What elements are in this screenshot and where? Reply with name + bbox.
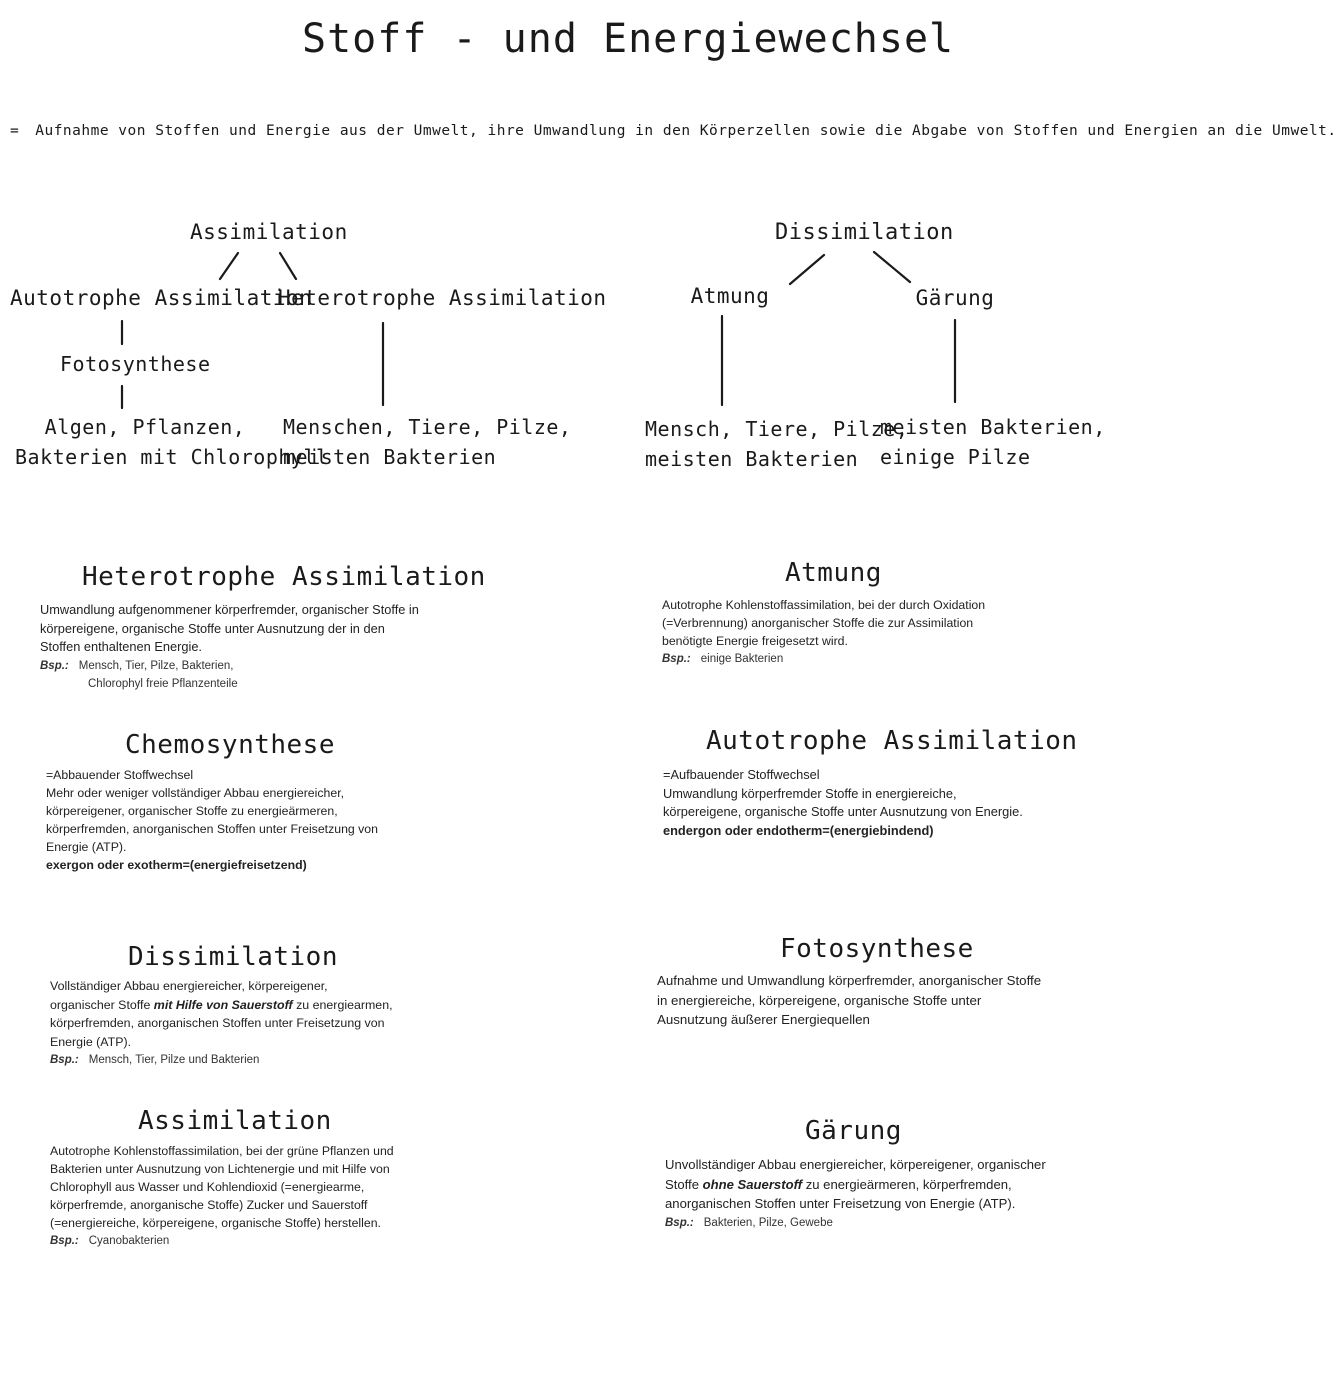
card-auto-line1: =Aufbauender Stoffwechsel: [663, 767, 820, 782]
card-chemo-line1: =Abbauender Stoffwechsel: [46, 768, 194, 782]
card-hetero-example: [40, 657, 425, 676]
tree-right-leaf-atmung: [645, 414, 909, 474]
card-chemo-title: Chemosynthese: [125, 730, 335, 760]
card-foto-body: Aufnahme und Umwandlung körperfremder, anorganischer Stoffe in energiereiche, körpereigene, organische Stoffe unter Ausnutzung äußerer Energiequellen: [657, 973, 1042, 1027]
card-hetero-example-2: Chlorophyl freie Pflanzenteile: [88, 678, 238, 690]
example-label: Bsp.:: [50, 1054, 79, 1066]
card-chemo-bold: exergon oder exotherm=(energiefreisetzend): [46, 858, 307, 872]
card-gaerung-title: Gärung: [805, 1116, 902, 1146]
card-chemo: [46, 766, 406, 874]
card-chemo-body: Mehr oder weniger vollständiger Abbau energiereicher, körpereigener, organischer Stoffe zu energieärmeren, körperfremden, anorganischen Stoffen unter Freisetzung von Energie (ATP).: [46, 786, 378, 854]
example-text: einige Bakterien: [700, 653, 784, 665]
example-text: Cyanobakterien: [88, 1235, 170, 1247]
body-highlight: ohne Sauerstoff: [702, 1176, 803, 1192]
tree-left-autotrophe: Autotrophe Assimilation: [10, 286, 313, 310]
card-assim: [50, 1142, 435, 1250]
card-auto-bold: endergon oder endotherm=(energiebindend): [663, 822, 934, 838]
tree-left-fotosynthese: Fotosynthese: [60, 352, 211, 376]
card-dissim-title: Dissimilation: [128, 942, 338, 972]
card-dissim-body: [50, 977, 395, 1051]
leaf-line: meisten Bakterien: [645, 447, 859, 471]
example-text: Bakterien, Pilze, Gewebe: [703, 1216, 833, 1229]
body-part: zu energieärmeren, körperfremden, anorganischen Stoffen unter Freisetzung von Energie (ATP).: [665, 1176, 1016, 1211]
example-text: Mensch, Tier, Pilze, Bakterien,: [78, 659, 234, 672]
tree-left-root: Assimilation: [190, 220, 348, 244]
card-atmung-body: Autotrophe Kohlenstoffassimilation, bei der durch Oxidation (=Verbrennung) anorganischer Stoffe die zur Assimilation benötigte Energie freigesetzt wird.: [662, 598, 986, 648]
tree-right-leaf-gaerung: [880, 412, 1106, 472]
card-hetero-title: Heterotrophe Assimilation: [82, 562, 486, 592]
definition-text: Aufnahme von Stoffen und Energie aus der Umwelt, ihre Umwandlung in den Körperzellen sowie die Abgabe von Stoffen und Energien an die Umwelt.: [35, 123, 1337, 139]
card-auto-title: Autotrophe Assimilation: [706, 726, 1078, 756]
definition-prefix: =: [10, 123, 20, 139]
card-assim-title: Assimilation: [138, 1106, 332, 1136]
card-assim-body: Autotrophe Kohlenstoffassimilation, bei der grüne Pflanzen und Bakterien unter Ausnutzung von Lichtenergie und mit Hilfe von Chlorophyll aus Wasser und Kohlendioxid (=energiearme, körperfremde, anorganische Stoffe) Zucker und Sauerstoff (=energiereiche, körpereigene, organische Stoffe) herstellen.: [50, 1144, 394, 1230]
card-atmung-example: [662, 650, 1007, 668]
tree-right-atmung: Atmung: [690, 284, 770, 308]
card-atmung: [662, 596, 1007, 668]
card-foto-title: Fotosynthese: [780, 934, 974, 964]
example-label: Bsp.:: [665, 1216, 694, 1229]
tree-right-gaerung: Gärung: [915, 286, 995, 310]
card-hetero: [40, 601, 425, 694]
body-part: zu energiearmen, körperfremden, anorganischen Stoffen unter Freisetzung von Energie (ATP).: [50, 997, 393, 1049]
leaf-line: meisten Bakterien,: [880, 415, 1106, 439]
card-gaerung-body: [665, 1155, 1060, 1214]
card-dissim-example: [50, 1051, 395, 1070]
tree-left-heterotrophe: Heterotrophe Assimilation: [278, 286, 607, 310]
leaf-line: Algen, Pflanzen,: [44, 415, 246, 439]
card-hetero-body: Umwandlung aufgenommener körperfremder, organischer Stoffe in körpereigene, organische Stoffe unter Ausnutzung der in den Stoffen enthaltenen Energie.: [40, 602, 419, 654]
example-text: Mensch, Tier, Pilze und Bakterien: [88, 1054, 260, 1066]
example-label: Bsp.:: [50, 1235, 79, 1247]
card-foto: [657, 971, 1052, 1030]
card-gaerung: [665, 1155, 1060, 1233]
leaf-line: einige Pilze: [880, 445, 1031, 469]
leaf-line: Menschen, Tiere, Pilze,: [283, 415, 572, 439]
tree-left-leaf-heterotrophe: [283, 412, 572, 472]
example-label: Bsp.:: [662, 653, 691, 665]
card-atmung-title: Atmung: [785, 558, 882, 588]
body-part: Vollständiger Abbau energiereicher, körpereigener, organischer Stoffe: [50, 979, 328, 1012]
tree-left-leaf-autotrophe: [15, 412, 329, 472]
card-auto: [663, 766, 1023, 840]
example-label: Bsp.:: [40, 659, 69, 672]
leaf-line: Mensch, Tiere, Pilze,: [645, 417, 909, 441]
body-highlight: mit Hilfe von Sauerstoff: [153, 997, 293, 1012]
page-title: Stoff - und Energiewechsel: [302, 16, 955, 62]
card-assim-example: [50, 1232, 435, 1250]
card-gaerung-example: [665, 1214, 1060, 1234]
leaf-line: meisten Bakterien: [283, 445, 497, 469]
body-part: Unvollständiger Abbau energiereicher, körpereigener, organischer Stoffe: [665, 1157, 1046, 1192]
card-dissim: [50, 977, 395, 1070]
leaf-line: Bakterien mit Chlorophyll: [15, 445, 329, 469]
tree-right-root: Dissimilation: [775, 220, 954, 245]
card-auto-body: Umwandlung körperfremder Stoffe in energiereiche, körpereigene, organische Stoffe unter Ausnutzung von Energie.: [663, 785, 1023, 819]
